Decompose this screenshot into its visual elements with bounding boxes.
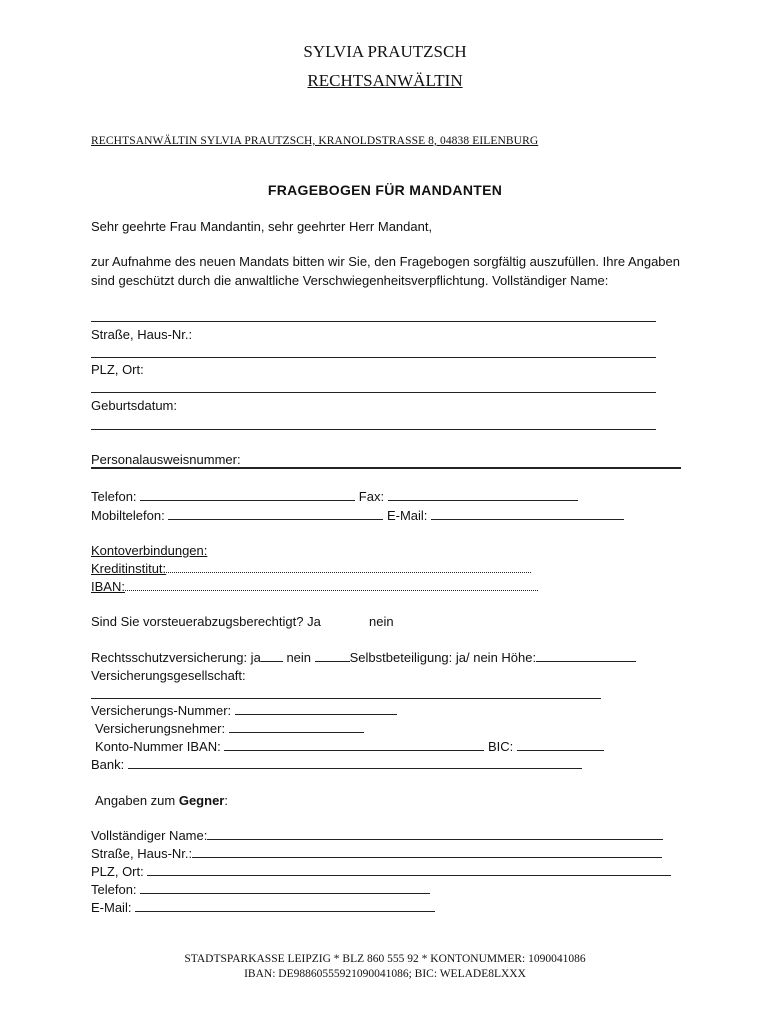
- street-field-line[interactable]: [91, 357, 656, 358]
- deductible-amount-field[interactable]: [536, 650, 636, 662]
- opponent-heading-suffix: :: [224, 793, 228, 808]
- city-field-line[interactable]: [91, 392, 656, 393]
- opp-name-row: [91, 827, 663, 845]
- opp-name-field[interactable]: [207, 828, 663, 840]
- opp-phone-row: [91, 881, 430, 899]
- opp-city-row: [91, 863, 671, 881]
- bank-row: [91, 756, 582, 774]
- account-iban-label: Konto-Nummer IBAN:: [95, 739, 221, 754]
- insurer-label: Versicherungsgesellschaft:: [91, 668, 246, 683]
- policy-holder-field[interactable]: [229, 721, 364, 733]
- opponent-heading-prefix: Angaben zum: [95, 793, 179, 808]
- insurance-label: Rechtsschutzversicherung: ja: [91, 650, 261, 665]
- birthdate-label: Geburtsdatum:: [91, 398, 177, 413]
- accounts-heading: Kontoverbindungen:: [91, 543, 208, 558]
- iban-label: IBAN:: [91, 579, 125, 594]
- iban-row: [91, 578, 538, 596]
- email-label: E-Mail:: [386, 508, 428, 523]
- mobile-label: Mobiltelefon:: [91, 508, 165, 523]
- mobile-field[interactable]: [168, 508, 383, 520]
- name-field-line[interactable]: [91, 321, 656, 322]
- policy-holder-row: [95, 720, 364, 738]
- salutation: Sehr geehrte Frau Mandantin, sehr geehrter Herr Mandant,: [91, 219, 433, 234]
- bic-label: BIC:: [487, 739, 514, 754]
- account-iban-field[interactable]: [224, 739, 484, 751]
- insurance-no-label: nein: [286, 650, 312, 665]
- footer-iban-line: IBAN: DE98860555921090041086; BIC: WELADE8LXXX: [244, 968, 526, 980]
- insurance-row: [91, 649, 636, 667]
- city-label: PLZ, Ort:: [91, 362, 144, 377]
- street-label: Straße, Haus-Nr.:: [91, 327, 193, 342]
- bank-field[interactable]: [128, 757, 582, 769]
- insurer-field-line[interactable]: [91, 698, 601, 699]
- fax-label: Fax:: [358, 489, 385, 504]
- firm-title: [0, 71, 770, 91]
- insurance-no-field[interactable]: [315, 650, 350, 662]
- opp-street-row: [91, 845, 662, 863]
- opp-street-label: Straße, Haus-Nr.:: [91, 846, 193, 861]
- bic-field[interactable]: [517, 739, 604, 751]
- opp-email-label: E-Mail:: [91, 900, 132, 915]
- bank-institute-label: Kreditinstitut:: [91, 561, 167, 576]
- phone-field[interactable]: [140, 489, 355, 501]
- opp-phone-label: Telefon:: [91, 882, 137, 897]
- opp-street-field[interactable]: [192, 846, 662, 858]
- id-number-field-line[interactable]: [91, 467, 681, 469]
- deductible-label: Selbstbeteiligung: ja/ nein Höhe:: [349, 650, 537, 665]
- policy-number-field[interactable]: [235, 703, 397, 715]
- opp-email-field[interactable]: [135, 900, 435, 912]
- iban-field[interactable]: [125, 580, 538, 591]
- vat-question: Sind Sie vorsteuerabzugsberechtigt? Ja: [91, 614, 321, 629]
- firm-title-text: RECHTSANWÄLTIN: [307, 71, 463, 90]
- sender-address: RECHTSANWÄLTIN SYLVIA PRAUTZSCH, KRANOLDSTRASSE 8, 04838 EILENBURG: [91, 135, 539, 147]
- opponent-heading-bold: Gegner: [178, 793, 225, 808]
- fax-field[interactable]: [388, 489, 578, 501]
- phone-label: Telefon:: [91, 489, 137, 504]
- policy-number-row: [91, 702, 397, 720]
- id-number-label: Personalausweisnummer:: [91, 452, 241, 467]
- bank-label: Bank:: [91, 757, 125, 772]
- policy-holder-label: Versicherungsnehmer:: [95, 721, 226, 736]
- firm-name: SYLVIA PRAUTZSCH: [303, 42, 467, 61]
- birthdate-field-line[interactable]: [91, 429, 656, 430]
- phone-row: [91, 488, 578, 506]
- email-field[interactable]: [431, 508, 624, 520]
- opp-city-field[interactable]: [147, 864, 671, 876]
- opp-phone-field[interactable]: [140, 882, 430, 894]
- opponent-heading: [95, 792, 228, 810]
- footer-bank-line: STADTSPARKASSE LEIPZIG * BLZ 860 555 92 * KONTONUMMER: 1090041086: [184, 953, 586, 965]
- bank-institute-field[interactable]: [166, 562, 531, 573]
- opp-name-label: Vollständiger Name:: [91, 828, 208, 843]
- mobile-row: [91, 507, 624, 525]
- opp-city-label: PLZ, Ort:: [91, 864, 144, 879]
- policy-number-label: Versicherungs-Nummer:: [91, 703, 232, 718]
- opp-email-row: [91, 899, 435, 917]
- form-title: FRAGEBOGEN FÜR MANDANTEN: [267, 182, 503, 198]
- bank-institute-row: [91, 560, 531, 578]
- account-iban-row: [95, 738, 604, 756]
- intro-paragraph: zur Aufnahme des neuen Mandats bitten wir Sie, den Fragebogen sorgfältig auszufüllen. Ihre Angaben sind geschützt durch die anwaltliche Verschwiegenheitsverpflichtung. Vollständiger Name:: [91, 254, 680, 288]
- insurance-yes-field[interactable]: [261, 650, 283, 662]
- vat-no-option[interactable]: nein: [369, 614, 394, 629]
